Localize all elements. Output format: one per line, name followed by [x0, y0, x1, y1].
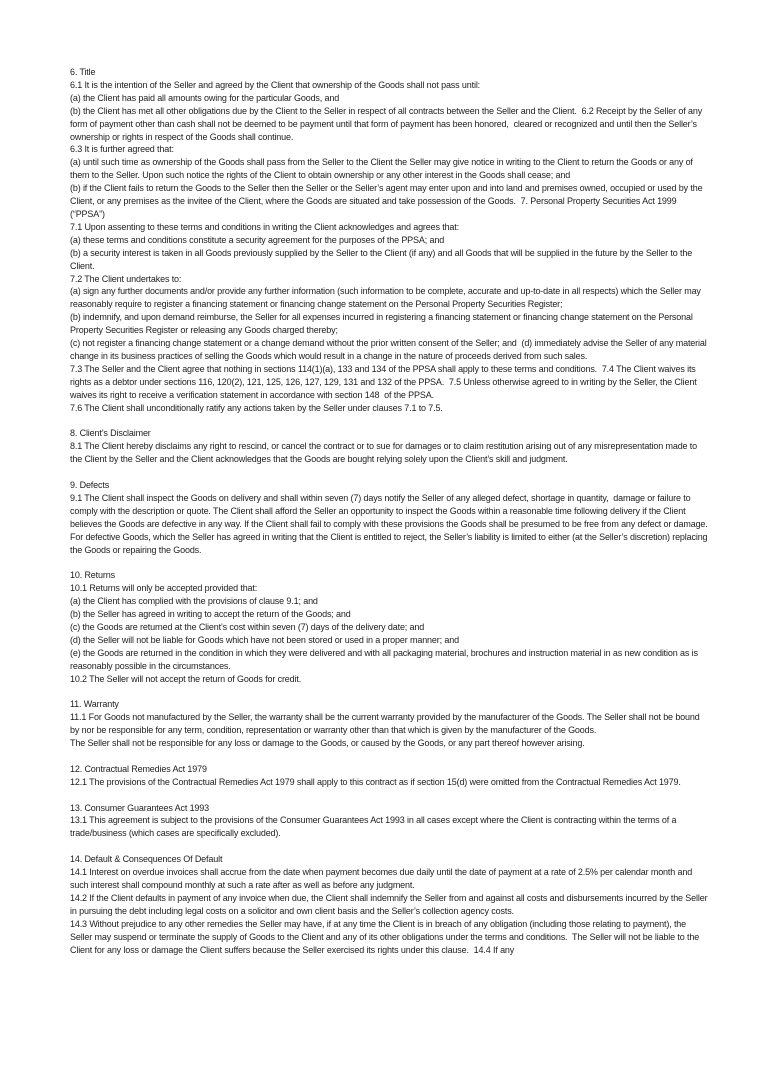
paragraph: (c) the Goods are returned at the Client’s cost within seven (7) days of the delivery date; and [70, 621, 425, 632]
document-section-6-7 [70, 66, 709, 414]
paragraph: (e) the Goods are returned in the condition in which they were delivered and with all packaging material, brochures and instruction material in as new condition as is reasonably possible in the circumstances. [70, 647, 701, 671]
paragraph: (a) the Client has paid all amounts owing for the particular Goods, and [70, 92, 340, 103]
document-section-14 [70, 853, 709, 956]
paragraph: (b) if the Client fails to return the Goods to the Seller then the Seller or the Seller’s agent may enter upon and into land and premises owned, occupied or used by the Client, or any premises as the invitee of the Client, where the Goods are situated and take possession of the Goods. 7. Personal Property Securities Act 1999 (“PPSA”) [70, 183, 705, 219]
paragraph: 14.1 Interest on overdue invoices shall accrue from the date when payment becomes due daily until the date of payment at a rate of 2.5% per calendar month and such interest shall compound monthly at such a rate after as well as before any judgment. [70, 867, 695, 890]
paragraph: (a) sign any further documents and/or provide any further information (such information to be complete, accurate and up-to-date in all respects) which the Seller may reasonably require to register a financing statement or financing change statement on the Personal Property Securities Register; [70, 286, 704, 310]
paragraph: 6.1 It is the intention of the Seller and agreed by the Client that ownership of the Goods shall not pass until: [70, 79, 481, 90]
paragraph: 14.2 If the Client defaults in payment of any invoice when due, the Client shall indemnify the Seller from and against all costs and disbursements incurred by the Seller in pursuing the debt including legal costs on a solicitor and own client basis and the Seller’s collection agency costs. [70, 892, 710, 916]
paragraph: 10.2 The Seller will not accept the return of Goods for credit. [70, 673, 302, 684]
section-heading: 10. Returns [70, 570, 115, 581]
document-section-8 [70, 427, 709, 466]
paragraph: 7.6 The Client shall unconditionally ratify any actions taken by the Seller under clauses 7.1 to 7.5. [70, 402, 443, 413]
paragraph: (a) until such time as ownership of the Goods shall pass from the Seller to the Client the Seller may give notice in writing to the Client to return the Goods or any of them to the Seller. Upon such notice the rights of the Client to obtain ownership or any other interest in the Goods shall cease; and [70, 157, 696, 181]
paragraph: (a) these terms and conditions constitute a security agreement for the purposes of the PPSA; and [70, 234, 445, 245]
document-section-13 [70, 802, 709, 841]
document-body [70, 66, 709, 956]
section-heading: 9. Defects [70, 479, 110, 490]
paragraph: (c) not register a financing change statement or a change demand without the prior written consent of the Seller; and (d) immediately advise the Seller of any material change in its business practices of selling the Goods which would result in a change in the nature of proceeds derived from such sales. [70, 338, 709, 361]
paragraph: 7.2 The Client undertakes to: [70, 273, 182, 284]
paragraph: 7.3 The Seller and the Client agree that nothing in sections 114(1)(a), 133 and 134 of the PPSA shall apply to these terms and conditions. 7.4 The Client waives its rights as a debtor under sections 116, 120(2), 121, 125, 126, 127, 129, 131 and 132 of the PPSA. 7.5 Unless otherwise agreed to in writing by the Seller, the Client waives its right to receive a verification statement in accordance with section 148 of the PPSA. [70, 363, 699, 400]
paragraph: 12.1 The provisions of the Contractual Remedies Act 1979 shall apply to this contract as if section 15(d) were omitted from the Contractual Remedies Act 1979. [70, 776, 681, 787]
paragraph: (b) the Client has met all other obligations due by the Client to the Seller in respect of all contracts between the Seller and the Client. 6.2 Receipt by the Seller of any form of payment other than cash shall not be deemed to be payment until that form of payment has been honored, cleared or recognized and until then the Seller’s ownership or rights in respect of the Goods shall continue. [70, 105, 705, 142]
document-section-11 [70, 698, 709, 750]
section-heading: 13. Consumer Guarantees Act 1993 [70, 802, 209, 813]
paragraph: (b) the Seller has agreed in writing to accept the return of the Goods; and [70, 609, 351, 620]
paragraph: 6.3 It is further agreed that: [70, 144, 174, 155]
document-section-12 [70, 763, 709, 789]
document-section-9 [70, 479, 709, 556]
paragraph: (d) the Seller will not be liable for Goods which have not been stored or used in a proper manner; and [70, 634, 459, 645]
paragraph: 10.1 Returns will only be accepted provided that: [70, 583, 258, 594]
paragraph: (a) the Client has complied with the provisions of clause 9.1; and [70, 596, 318, 607]
paragraph: (b) a security interest is taken in all Goods previously supplied by the Seller to the Client (if any) and all Goods that will be supplied in the future by the Seller to the Client. [70, 247, 695, 271]
paragraph: 7.1 Upon assenting to these terms and conditions in writing the Client acknowledges and agrees that: [70, 221, 459, 232]
section-heading: 11. Warranty [70, 699, 119, 710]
document-section-10 [70, 569, 709, 685]
section-heading: 8. Client’s Disclaimer [70, 428, 151, 439]
paragraph: 9.1 The Client shall inspect the Goods on delivery and shall within seven (7) days notify the Seller of any alleged defect, shortage in quantity, damage or failure to comply with the description or quote. The Client shall afford the Seller an opportunity to inspect the Goods within a reasonable time following delivery if the Client believes the Goods are defective in any way. If the Client shall fail to comply with these provisions the Goods shall be presumed to be free from any defect or damage. For defective Goods, which the Seller has agreed in writing that the Client is entitled to reject, the Seller’s liability is limited to either (at the Seller’s discretion) replacing the Goods or repairing the Goods. [70, 492, 711, 555]
paragraph: (b) indemnify, and upon demand reimburse, the Seller for all expenses incurred in registering a financing statement or financing change statement on the Personal Property Securities Register or releasing any Goods charged thereby; [70, 312, 696, 336]
paragraph: 13.1 This agreement is subject to the provisions of the Consumer Guarantees Act 1993 in all cases except where the Client is contracting within the terms of a trade/business (which cases are specifically excluded). [70, 815, 679, 839]
section-heading: 14. Default & Consequences Of Default [70, 854, 223, 865]
paragraph: 14.3 Without prejudice to any other remedies the Seller may have, if at any time the Client is in breach of any obligation (including those relating to payment), the Seller may suspend or terminate the supply of Goods to the Client and any of its other obligations under the terms and conditions. The Seller will not be liable to the Client for any loss or damage the Client suffers because the Seller exercised its rights under this clause. 14.4 If any [70, 918, 702, 955]
section-heading: 6. Title [70, 67, 96, 77]
section-heading: 12. Contractual Remedies Act 1979 [70, 763, 207, 774]
paragraph: 11.1 For Goods not manufactured by the Seller, the warranty shall be the current warranty provided by the manufacturer of the Goods. The Seller shall not be bound by nor be responsible for any term, condition, representation or warranty other than that which is given by the manufacturer of the Goods. [70, 712, 702, 736]
paragraph: The Seller shall not be responsible for any loss or damage to the Goods, or caused by the Goods, or any part thereof however arising. [70, 738, 585, 749]
paragraph: 8.1 The Client hereby disclaims any right to rescind, or cancel the contract or to sue for damages or to claim restitution arising out of any misrepresentation made to the Client by the Seller and the Client acknowledges that the Goods are bought relying solely upon the Client’s skill and judgment. [70, 441, 700, 465]
